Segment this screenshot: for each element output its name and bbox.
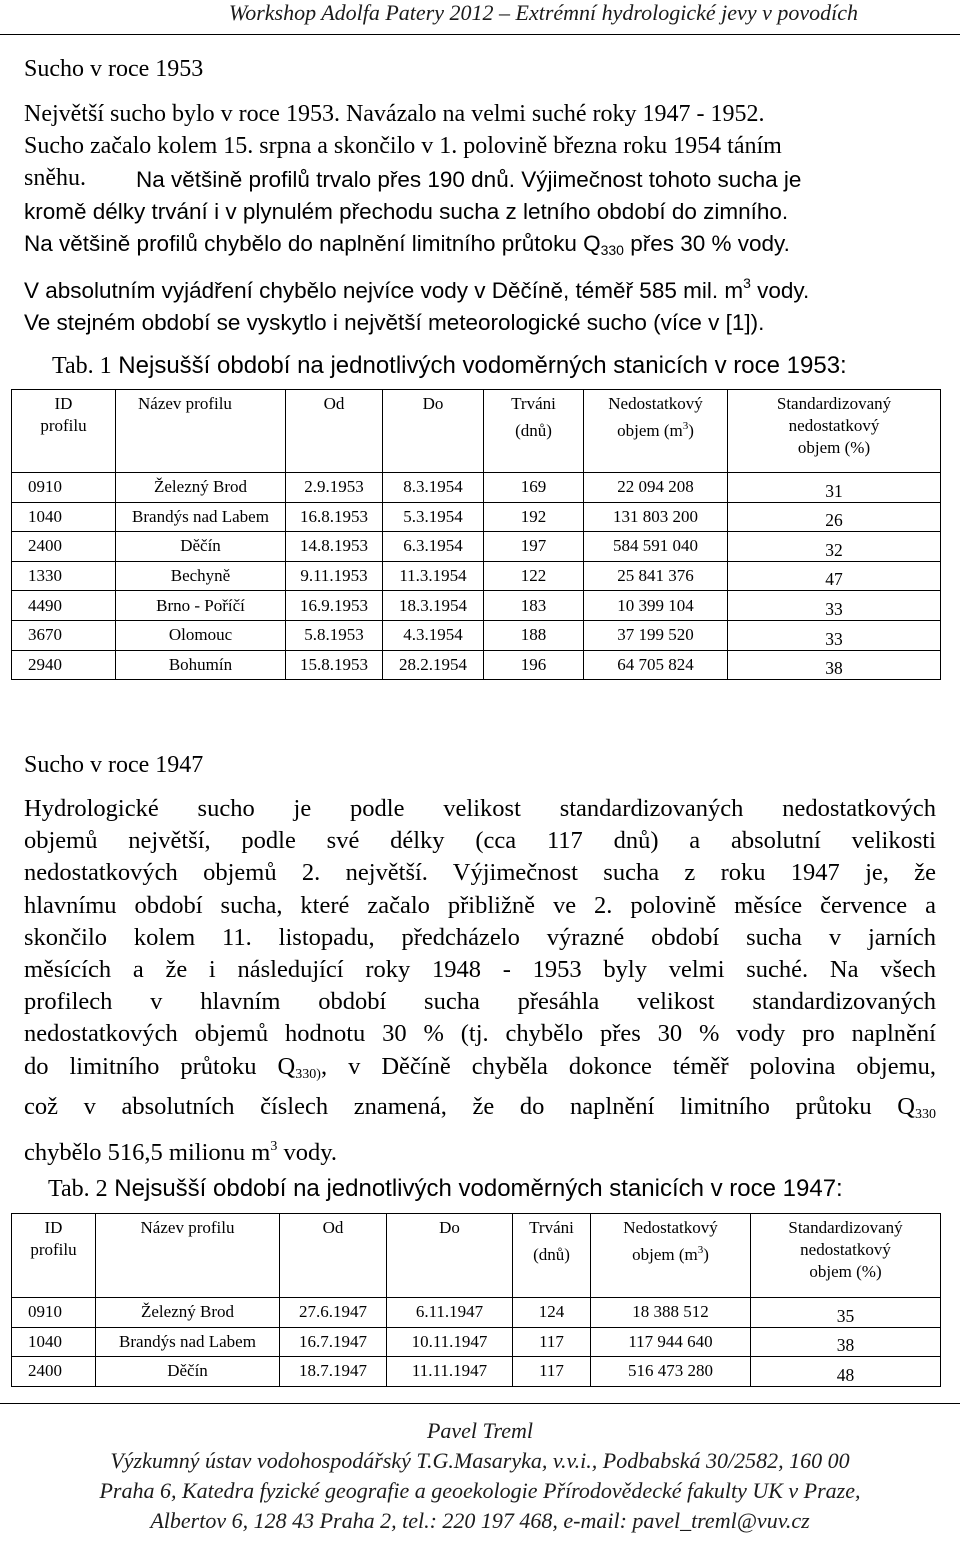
text-line: do limitního průtoku $Q_{330)}$, v Děčíně chyběla dokonce téměř polovina objemu, (24, 1052, 936, 1082)
header-volume: Nedostatkový objem $(m^3)$ (591, 1214, 751, 1298)
table-row (12, 473, 941, 503)
table-row (12, 1327, 941, 1357)
text-line: což v absolutních číslech znamená, že do naplnění limitního průtoku $Q_{330}$ (24, 1092, 936, 1122)
table-row (12, 1357, 941, 1387)
cell-name: Brno - Poříčí (116, 591, 286, 621)
cell-days: 197 (484, 532, 584, 562)
cell-volume: 25 841 376 (584, 561, 728, 591)
cell-volume: 584 591 040 (584, 532, 728, 562)
cell-id: 2400 (12, 1357, 96, 1387)
cell-volume: 131 803 200 (584, 502, 728, 532)
cell-id: 1330 (12, 561, 116, 591)
table1-caption (52, 352, 847, 380)
page-header (0, 0, 960, 35)
footer-line: Albertov 6, 128 43 Praha 2, tel.: 220 197 468, e-mail: pavel_treml@vuv.cz (150, 1508, 810, 1533)
header-volume: Nedostatkový objem $(m^3)$ (584, 390, 728, 473)
subscript: 330 (600, 242, 624, 259)
footer-author: Pavel Treml (426, 1418, 534, 1443)
table-body (12, 1298, 941, 1387)
header-to: Do (387, 1214, 513, 1298)
header-std: Standardizovaný nedostatkový objem (%) (751, 1214, 941, 1298)
cell-id: 0910 (12, 473, 116, 503)
cell-pct: 33 (728, 620, 941, 650)
cell-pct: 31 (728, 473, 941, 503)
table-body (12, 473, 941, 680)
cell-id: 2400 (12, 532, 116, 562)
cell-from: 15.8.1953 (286, 650, 383, 680)
table-row (12, 1298, 941, 1328)
cell-to: 11.3.1954 (383, 561, 484, 591)
caption-label: Tab. 2 (48, 1176, 108, 1202)
header-std: Standardizovaný nedostatkový objem (%) (728, 390, 941, 473)
table-row (12, 532, 941, 562)
cell-from: 16.8.1953 (286, 502, 383, 532)
superscript: 3 (743, 274, 751, 291)
header-id: ID profilu (12, 1214, 96, 1298)
text-line: sněhu. (24, 165, 86, 192)
header-to: Do (383, 390, 484, 473)
cell-name: Bechyně (116, 561, 286, 591)
table-1953 (11, 389, 941, 680)
table2-caption (48, 1175, 843, 1203)
cell-volume: 10 399 104 (584, 591, 728, 621)
cell-days: 124 (513, 1298, 591, 1328)
caption-text: Nejsušší období na jednotlivých vodoměrných stanicích v roce 1953: (111, 352, 847, 379)
cell-from: 18.7.1947 (280, 1357, 387, 1387)
cell-volume: 516 473 280 (591, 1357, 751, 1387)
cell-volume: 37 199 520 (584, 620, 728, 650)
cell-id: 2940 (12, 650, 116, 680)
text-part: Na většině profilů chybělo do naplnění limitního průtoku Q (24, 231, 601, 257)
cell-to: 4.3.1954 (383, 620, 484, 650)
cell-name: Olomouc (116, 620, 286, 650)
cell-pct: 35 (751, 1298, 941, 1328)
cell-to: 10.11.1947 (387, 1327, 513, 1357)
table-header-row (12, 390, 941, 473)
cell-id: 3670 (12, 620, 116, 650)
cell-days: 169 (484, 473, 584, 503)
cell-name: Brandýs nad Labem (96, 1327, 280, 1357)
table-row (12, 591, 941, 621)
text-line: objemů největší, podle své délky (cca 117 dnů) a absolutní velikosti (24, 827, 936, 855)
cell-days: 183 (484, 591, 584, 621)
cell-pct: 26 (728, 502, 941, 532)
table-row (12, 650, 941, 680)
cell-from: 27.6.1947 (280, 1298, 387, 1328)
text-line: profilech v hlavním období sucha přesáhla velikost standardizovaných (24, 988, 936, 1016)
text-line (24, 267, 936, 307)
text-part: vody. (750, 277, 810, 303)
text-line: nedostatkových objemů 2. největší. Výjimečnost sucha z roku 1947 je, že (24, 859, 936, 887)
cell-name: Bohumín (116, 650, 286, 680)
text-line: Hydrologické sucho je podle velikost standardizovaných nedostatkových (24, 795, 936, 822)
cell-days: 117 (513, 1327, 591, 1357)
cell-to: 6.11.1947 (387, 1298, 513, 1328)
cell-name: Děčín (96, 1357, 280, 1387)
subscript: 330 (915, 1106, 936, 1122)
text-line: Ve stejném období se vyskytlo i největší meteorologické sucho (více v [1]). (24, 309, 765, 335)
header-duration: Trváni (dnů) (484, 390, 584, 473)
cell-id: 1040 (12, 1327, 96, 1357)
cell-from: 16.9.1953 (286, 591, 383, 621)
subscript: 330) (295, 1066, 321, 1082)
cell-name: Brandýs nad Labem (116, 502, 286, 532)
section-title-1953: Sucho v roce 1953 (24, 56, 204, 82)
text-line: kromě délky trvání i v plynulém přechodu sucha z letního období do zimního. (24, 199, 789, 225)
header-from: Od (280, 1214, 387, 1298)
paragraph-1953-details (24, 164, 936, 339)
page-footer (0, 1403, 960, 1536)
cell-pct: 38 (728, 650, 941, 680)
cell-volume: 117 944 640 (591, 1327, 751, 1357)
table-header-row (12, 1214, 941, 1298)
section-title-1947: Sucho v roce 1947 (24, 752, 204, 778)
cell-name: Děčín (116, 532, 286, 562)
cell-pct: 48 (751, 1357, 941, 1387)
text-line (24, 228, 936, 266)
caption-label: Tab. 1 (52, 353, 112, 379)
cell-from: 5.8.1953 (286, 620, 383, 650)
text-line: Na většině profilů trvalo přes 190 dnů. Výjimečnost tohoto sucha je (136, 167, 802, 193)
text-part: přes 30 % vody. (623, 231, 790, 257)
header-duration: Trváni (dnů) (513, 1214, 591, 1298)
caption-text: Nejsušší období na jednotlivých vodoměrných stanicích v roce 1947: (107, 1175, 843, 1202)
header-name: Název profilu (96, 1214, 280, 1298)
cell-pct: 47 (728, 561, 941, 591)
cell-days: 192 (484, 502, 584, 532)
cell-name: Železný Brod (96, 1298, 280, 1328)
header-name: Název profilu (116, 390, 286, 473)
table-row (12, 502, 941, 532)
cell-days: 122 (484, 561, 584, 591)
text-line: hlavnímu období sucha, které začalo přibližně ve 2. polovině měsíce července a (24, 891, 936, 919)
cell-days: 188 (484, 620, 584, 650)
cell-id: 0910 (12, 1298, 96, 1328)
text-line: nedostatkových objemů hodnotu 30 % (tj. chybělo přes 30 % vody pro naplnění (24, 1020, 936, 1048)
cell-days: 196 (484, 650, 584, 680)
table-row (12, 620, 941, 650)
cell-pct: 38 (751, 1327, 941, 1357)
cell-from: 9.11.1953 (286, 561, 383, 591)
text-line: Sucho začalo kolem 15. srpna a skončilo v 1. polovině března roku 1954 táním (24, 133, 782, 160)
cell-id: 4490 (12, 591, 116, 621)
cell-to: 11.11.1947 (387, 1357, 513, 1387)
cell-to: 28.2.1954 (383, 650, 484, 680)
cell-days: 117 (513, 1357, 591, 1387)
cell-from: 2.9.1953 (286, 473, 383, 503)
text-line: skončilo kolem 11. listopadu, předcházelo výrazné období sucha v jarních (24, 923, 936, 951)
cell-from: 14.8.1953 (286, 532, 383, 562)
cell-to: 6.3.1954 (383, 532, 484, 562)
cell-to: 5.3.1954 (383, 502, 484, 532)
text-line: chybělo 516,5 milionu $m^3$ vody. (24, 1139, 338, 1167)
text-line: měsících a že i následující roky 1948 - 1953 byly velmi suché. Na všech (24, 956, 936, 984)
header-id: ID profilu (12, 390, 116, 473)
cell-volume: 18 388 512 (591, 1298, 751, 1328)
cell-from: 16.7.1947 (280, 1327, 387, 1357)
header-from: Od (286, 390, 383, 473)
text-line: Největší sucho bylo v roce 1953. Navázalo na velmi suché roky 1947 - 1952. (24, 101, 765, 127)
footer-line: Výzkumný ústav vodohospodářský T.G.Masaryka, v.v.i., Podbabská 30/2582, 160 00 (110, 1448, 850, 1473)
paragraph-1947 (24, 793, 936, 1169)
table-1947 (11, 1213, 941, 1387)
cell-pct: 32 (728, 532, 941, 562)
footer-line: Praha 6, Katedra fyzické geografie a geoekologie Přírodovědecké fakulty UK v Praze, (99, 1478, 861, 1503)
text-part: V absolutním vyjádření chybělo nejvíce vody v Děčíně, téměř 585 mil. m (24, 277, 744, 303)
table-row (12, 561, 941, 591)
superscript: 3 (270, 1139, 278, 1155)
cell-to: 18.3.1954 (383, 591, 484, 621)
cell-pct: 33 (728, 591, 941, 621)
cell-volume: 22 094 208 (584, 473, 728, 503)
cell-volume: 64 705 824 (584, 650, 728, 680)
cell-id: 1040 (12, 502, 116, 532)
cell-name: Železný Brod (116, 473, 286, 503)
header-text: Workshop Adolfa Patery 2012 – Extrémní hydrologické jevy v povodích (228, 0, 858, 25)
cell-to: 8.3.1954 (383, 473, 484, 503)
